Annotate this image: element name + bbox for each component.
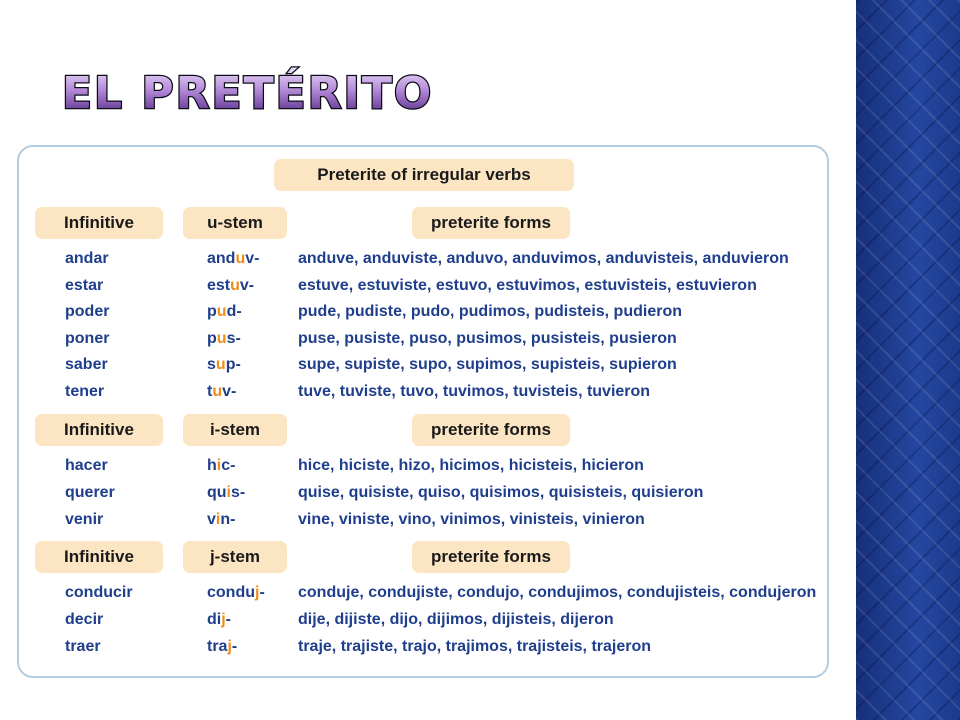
slide-title: [60, 60, 580, 120]
infinitive: saber: [65, 356, 108, 373]
preterite-forms: quise, quisiste, quiso, quisimos, quisisteis, quisieron: [298, 484, 704, 501]
preterite-forms-header: preterite forms: [412, 414, 570, 446]
stem: hic-: [207, 457, 236, 474]
i-stem-header: i-stem: [183, 414, 287, 446]
slide-title-text: EL PRETÉRITO: [62, 68, 434, 119]
preterite-forms: supe, supiste, supo, supimos, supisteis, supieron: [298, 356, 677, 373]
stem: tuv-: [207, 383, 237, 400]
stem: estuv-: [207, 277, 255, 294]
stem: vin-: [207, 511, 236, 528]
infinitive: traer: [65, 638, 101, 655]
preterite-forms: anduve, anduviste, anduvo, anduvimos, anduvisteis, anduvieron: [298, 250, 789, 267]
infinitive: tener: [65, 383, 105, 400]
stem: pud-: [207, 303, 242, 320]
preterite-forms: pude, pudiste, pudo, pudimos, pudisteis, pudieron: [298, 303, 682, 320]
preterite-forms: vine, viniste, vino, vinimos, vinisteis, vinieron: [298, 511, 645, 528]
infinitive: venir: [65, 511, 104, 528]
stem: pus-: [207, 330, 241, 347]
infinitive: estar: [65, 277, 104, 294]
preterite-forms: puse, pusiste, puso, pusimos, pusisteis, pusieron: [298, 330, 677, 347]
table-caption: Preterite of irregular verbs: [274, 159, 574, 191]
stem: sup-: [207, 356, 241, 373]
infinitive: decir: [65, 611, 104, 628]
stem: conduj-: [207, 584, 265, 601]
infinitive: andar: [65, 250, 109, 267]
stem: anduv-: [207, 250, 260, 267]
infinitive: conducir: [65, 584, 133, 601]
j-stem-header: j-stem: [183, 541, 287, 573]
verb-table-card: [17, 145, 829, 678]
preterite-forms: tuve, tuviste, tuvo, tuvimos, tuvisteis, tuvieron: [298, 383, 651, 400]
preterite-forms-header: preterite forms: [412, 541, 570, 573]
stem: traj-: [207, 638, 238, 655]
preterite-forms: conduje, condujiste, condujo, condujimos, condujisteis, condujeron: [298, 584, 817, 601]
infinitive: hacer: [65, 457, 108, 474]
preterite-forms: traje, trajiste, trajo, trajimos, trajisteis, trajeron: [298, 638, 652, 655]
infinitive: poder: [65, 303, 110, 320]
infinitive: poner: [65, 330, 110, 347]
preterite-forms: dije, dijiste, dijo, dijimos, dijisteis, dijeron: [298, 611, 614, 628]
infinitive-header: Infinitive: [35, 414, 163, 446]
infinitive-header: Infinitive: [35, 207, 163, 239]
stem: dij-: [207, 611, 231, 628]
infinitive-header: Infinitive: [35, 541, 163, 573]
infinitive: querer: [65, 484, 115, 501]
u-stem-header: u-stem: [183, 207, 287, 239]
decorative-side-pattern: [856, 0, 960, 720]
preterite-forms: hice, hiciste, hizo, hicimos, hicisteis, hicieron: [298, 457, 644, 474]
preterite-forms-header: preterite forms: [412, 207, 570, 239]
preterite-forms: estuve, estuviste, estuvo, estuvimos, estuvisteis, estuvieron: [298, 277, 757, 294]
stem: quis-: [207, 484, 246, 501]
